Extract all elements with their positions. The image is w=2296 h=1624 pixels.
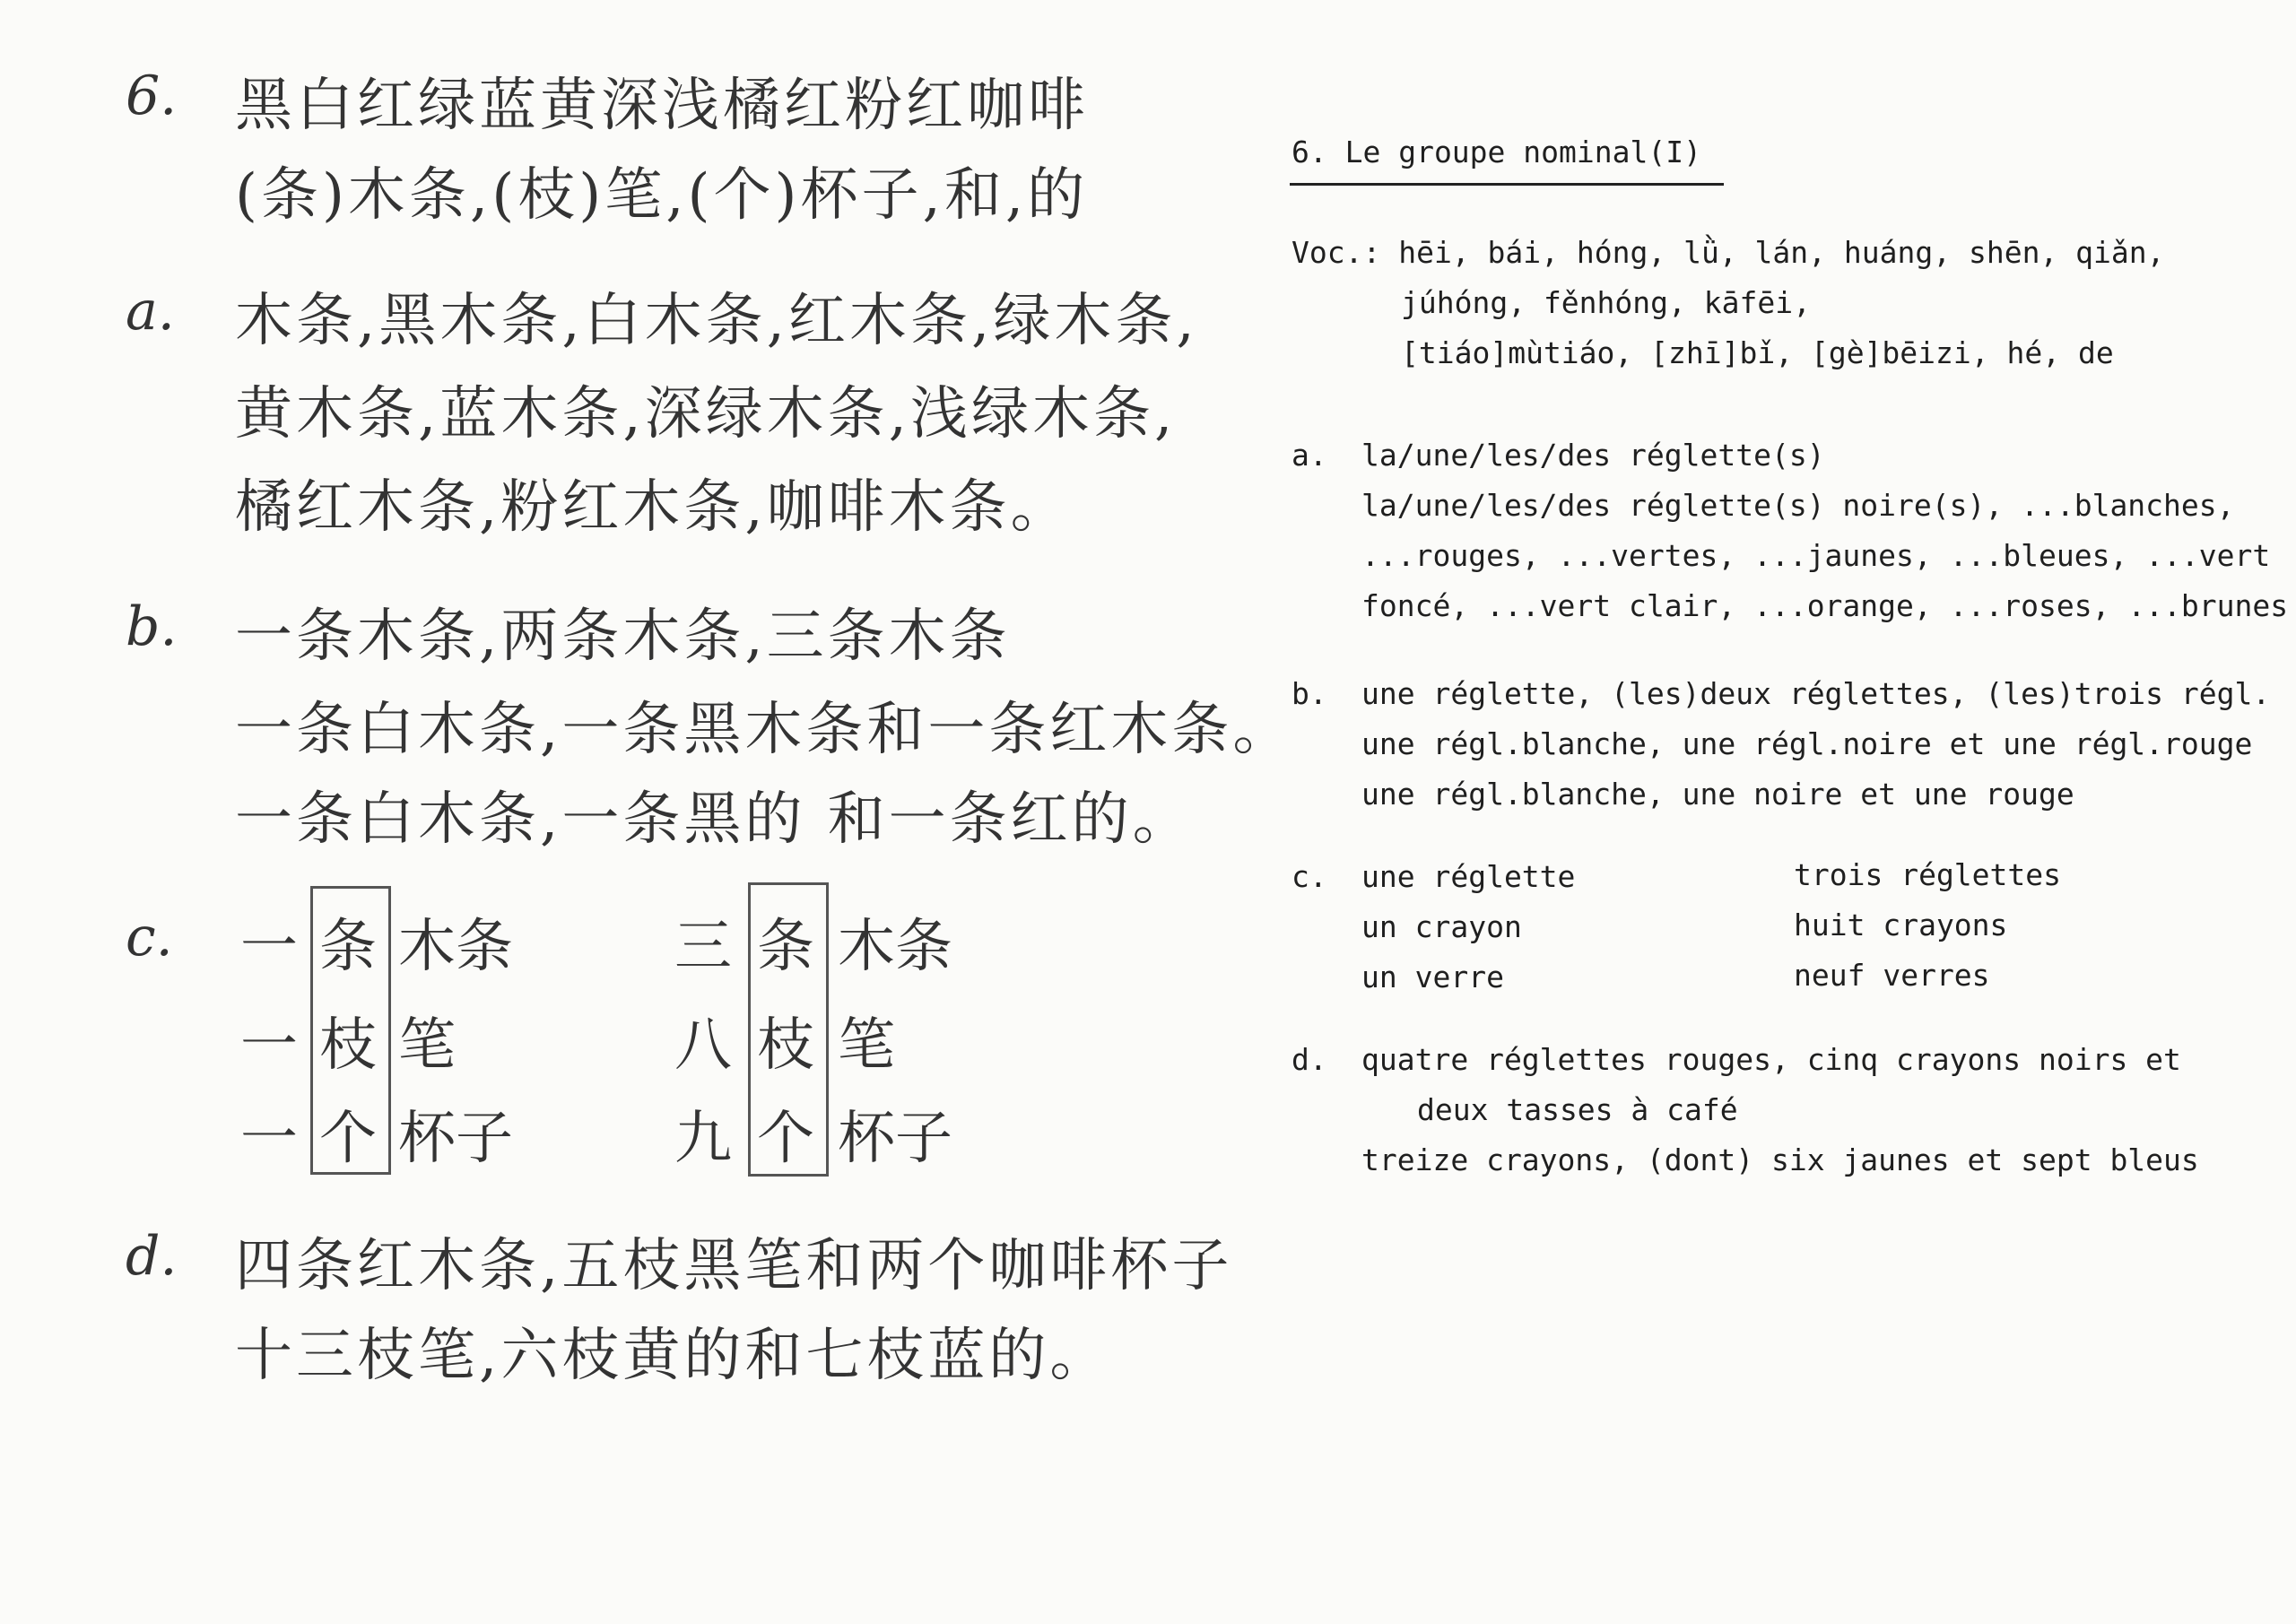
vocabulary-header-line: 黑白红绿蓝黄深浅橘红粉红咖啡 (235, 73, 1089, 139)
exercise-b-line: 一条白木条,一条黑木条和一条红木条。 (235, 697, 1294, 763)
exercise-b-line: une régl.blanche, une régl.noire et une régl.rouge (1361, 726, 2253, 761)
exercise-c-right: neuf verres (1794, 958, 1990, 993)
exercise-label-d: d. (126, 1225, 178, 1288)
exercise-d-line: treize crayons, (dont) six jaunes et sept bleus (1361, 1142, 2199, 1177)
vocabulary-header-line: (条)木条,(枝)笔,(个)杯子,和,的 (235, 162, 1089, 229)
exercise-c-left: un verre (1361, 960, 1504, 994)
exercise-a-line: la/une/les/des réglette(s) noire(s), ...blanches, (1361, 488, 2235, 523)
section-title: 6. Le groupe nominal(I) (1292, 135, 1701, 169)
section-number: 6. (126, 65, 178, 127)
exercise-a-line: la/une/les/des réglette(s) (1361, 438, 1825, 473)
number-char: 一 (240, 1012, 298, 1079)
title-underline (1290, 183, 1724, 186)
number-char: 一 (240, 914, 298, 980)
exercise-label-b: b. (1292, 676, 1327, 711)
classifier-char: 条 (757, 914, 814, 980)
noun-chars: 杯子 (398, 1106, 513, 1172)
exercise-label-c: c. (1292, 859, 1327, 894)
exercise-c-right: huit crayons (1794, 908, 2008, 942)
vocabulary-line: júhóng, fěnhóng, kāfēi, (1401, 285, 1811, 320)
exercise-c-left: une réglette (1361, 859, 1576, 894)
classifier-char: 条 (319, 914, 377, 980)
exercise-a-line: 木条,黑木条,白木条,红木条,绿木条, (235, 288, 1198, 354)
exercise-b-line: 一条白木条,一条黑的 和一条红的。 (235, 786, 1194, 853)
number-char: 八 (674, 1012, 732, 1079)
number-char: 三 (674, 914, 732, 980)
noun-chars: 木条 (398, 914, 513, 980)
classifier-char: 枝 (757, 1012, 814, 1079)
exercise-d-line: 四条红木条,五枝黑笔和两个咖啡杯子 (235, 1233, 1233, 1299)
vocabulary-line: Voc.: hēi, bái, hóng, lǜ, lán, huáng, shēn, qiǎn, (1292, 235, 2165, 270)
classifier-char: 个 (319, 1106, 377, 1172)
exercise-a-line: 黄木条,蓝木条,深绿木条,浅绿木条, (235, 381, 1177, 447)
exercise-d-line: deux tasses à café (1417, 1092, 1738, 1127)
exercise-label-b: b. (126, 595, 178, 658)
noun-chars: 笔 (398, 1012, 456, 1079)
exercise-d-line: quatre réglettes rouges, cinq crayons noirs et (1361, 1042, 2181, 1077)
exercise-label-a: a. (1292, 438, 1327, 473)
exercise-label-c: c. (126, 906, 173, 968)
exercise-a-line: foncé, ...vert clair, ...orange, ...roses, ...brunes (1361, 588, 2289, 623)
number-char: 九 (674, 1106, 732, 1172)
noun-chars: 杯子 (838, 1106, 952, 1172)
exercise-a-line: ...rouges, ...vertes, ...jaunes, ...bleues, ...vert (1361, 538, 2271, 573)
exercise-c-left: un crayon (1361, 909, 1522, 944)
vocabulary-line: [tiáo]mùtiáo, [zhī]bǐ, [gè]bēizi, hé, de (1401, 335, 2114, 370)
exercise-d-line: 十三枝笔,六枝黄的和七枝蓝的。 (235, 1323, 1111, 1389)
noun-chars: 笔 (838, 1012, 895, 1079)
classifier-char: 个 (757, 1106, 814, 1172)
exercise-label-a: a. (126, 280, 175, 343)
exercise-b-line: une réglette, (les)deux réglettes, (les)trois régl. (1361, 676, 2271, 711)
exercise-a-line: 橘红木条,粉红木条,咖啡木条。 (235, 474, 1072, 541)
classifier-char: 枝 (319, 1012, 377, 1079)
exercise-label-d: d. (1292, 1042, 1327, 1077)
noun-chars: 木条 (838, 914, 952, 980)
exercise-c-right: trois réglettes (1794, 857, 2062, 892)
exercise-b-line: 一条木条,两条木条,三条木条 (235, 604, 1011, 670)
exercise-b-line: une régl.blanche, une noire et une rouge (1361, 777, 2074, 812)
number-char: 一 (240, 1106, 298, 1172)
